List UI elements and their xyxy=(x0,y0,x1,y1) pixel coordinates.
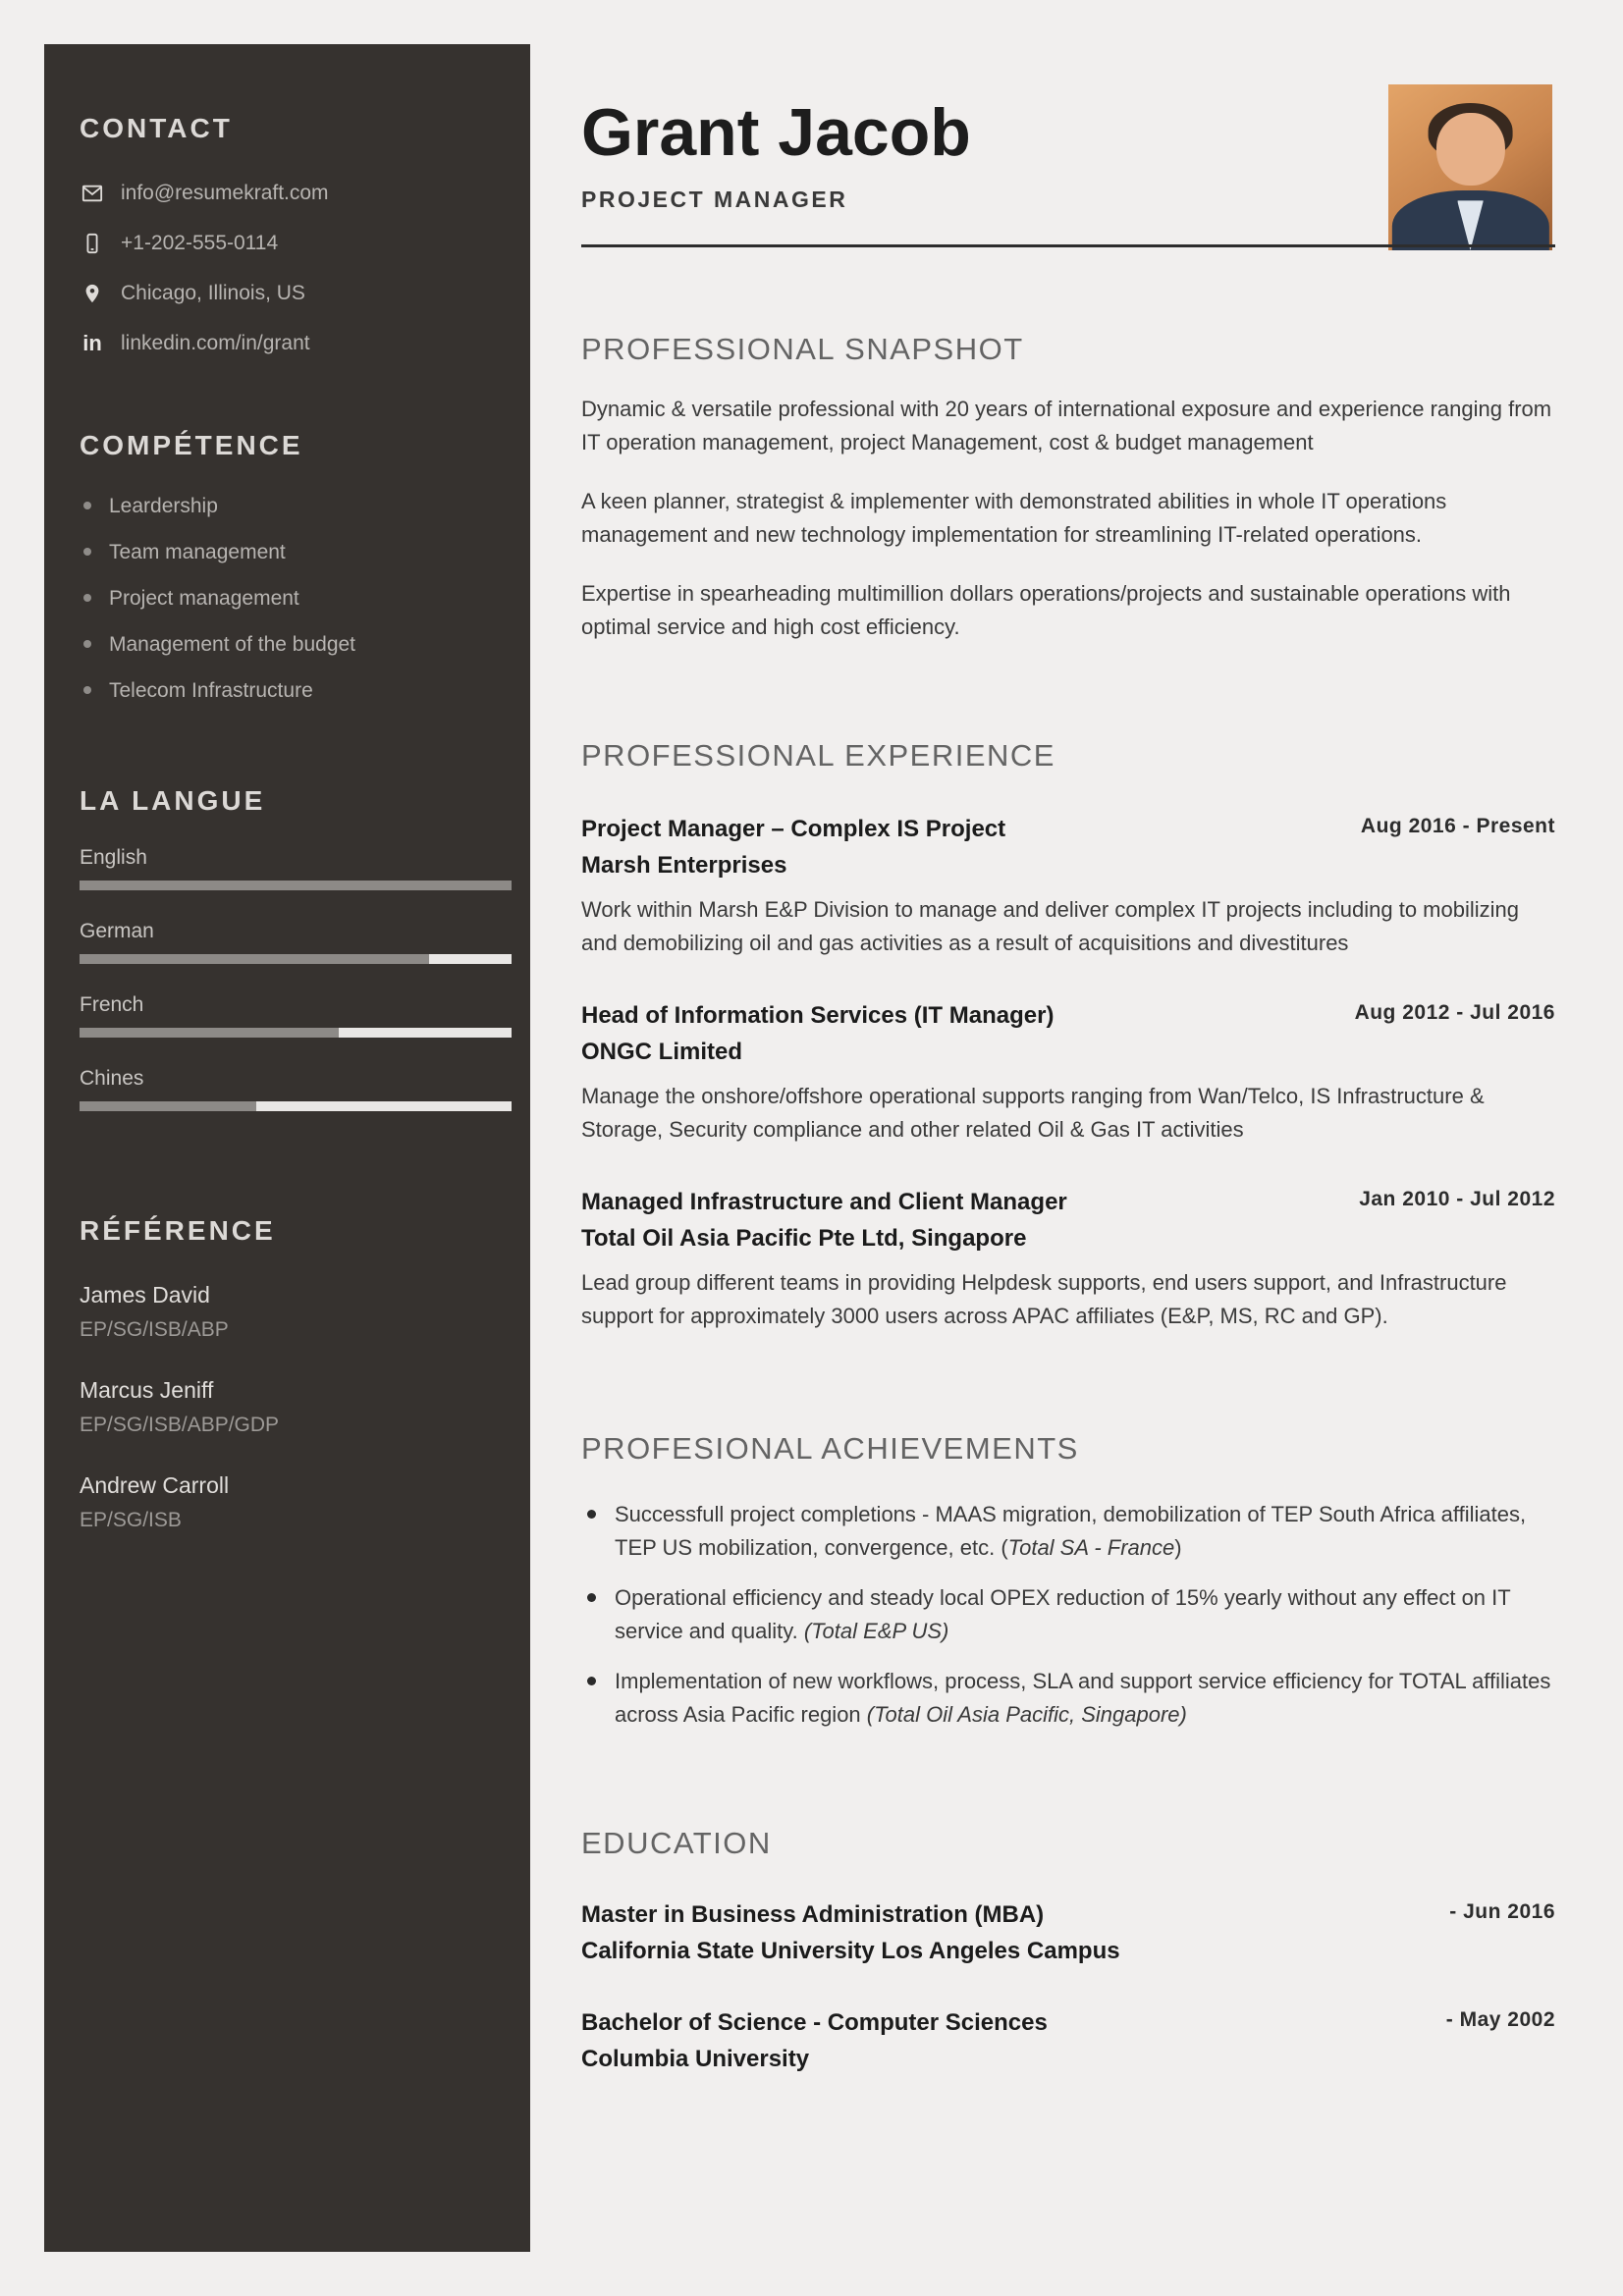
reference-item xyxy=(80,1472,505,1532)
job-description: Work within Marsh E&P Division to manage and deliver complex IT projects including to mobilizing and demobilizing oil and gas activities as a result of acquisitions and divestitures xyxy=(581,897,1519,955)
achievement-italic: Total SA - France xyxy=(1007,1535,1175,1560)
job-company: Total Oil Asia Pacific Pte Ltd, Singapore xyxy=(581,1225,1027,1252)
email-icon xyxy=(80,183,105,204)
contact-item-email xyxy=(80,182,505,205)
contact-location-value: Chicago, Illinois, US xyxy=(121,282,305,304)
language-row xyxy=(80,920,505,964)
education-date: - Jun 2016 xyxy=(1449,1900,1555,1923)
candidate-name: Grant Jacob xyxy=(581,95,971,170)
language-name: German xyxy=(80,920,154,942)
job-head xyxy=(581,811,1555,883)
achievements-section xyxy=(581,1431,1555,1732)
contact-heading: CONTACT xyxy=(80,113,233,143)
job-dates: Jan 2010 - Jul 2012 xyxy=(1359,1188,1555,1210)
education-titles xyxy=(581,2004,1048,2077)
snapshot-paragraph: Dynamic & versatile professional with 20 years of international exposure and experience ranging from IT operation management, project Management, cost & budget management xyxy=(581,397,1552,454)
achievement-text: Successfull project completions - MAAS migration, demobilization of TEP South Africa affiliates, TEP US mobilization, convergence, etc. ( xyxy=(615,1502,1527,1560)
snapshot-paragraph: Expertise in spearheading multimillion dollars operations/projects and sustainable operations with optimal service and high cost efficiency. xyxy=(581,581,1511,639)
education-date: - May 2002 xyxy=(1445,2008,1555,2031)
skill-list xyxy=(80,495,505,703)
contact-item-linkedin xyxy=(80,332,505,355)
achievement-text: Operational efficiency and steady local OPEX reduction of 15% yearly without any effect on IT service and quality. xyxy=(615,1585,1511,1643)
snapshot-paragraph: A keen planner, strategist & implementer with demonstrated abilities in whole IT operations management and new technology implementation for streamlining IT-related operations. xyxy=(581,489,1447,547)
contact-section xyxy=(80,113,505,355)
job-dates: Aug 2016 - Present xyxy=(1360,815,1555,837)
skill-item: Telecom Infrastructure xyxy=(80,679,505,703)
education-school: California State University Los Angeles Campus xyxy=(581,1938,1120,1964)
language-bar-fill xyxy=(80,1101,256,1111)
contact-email-value[interactable]: info@resumekraft.com xyxy=(121,182,329,204)
language-bar xyxy=(80,954,512,964)
snapshot-heading: PROFESSIONAL SNAPSHOT xyxy=(581,332,1024,366)
reference-item xyxy=(80,1282,505,1342)
reference-detail: EP/SG/ISB/ABP xyxy=(80,1318,229,1341)
language-bar-fill xyxy=(80,881,512,890)
job-company: Marsh Enterprises xyxy=(581,852,787,879)
job-entry xyxy=(581,997,1555,1147)
job-description: Manage the onshore/offshore operational supports ranging from Wan/Telco, IS Infrastructure & Storage, Security compliance and other related Oil & Gas IT activities xyxy=(581,1084,1485,1142)
linkedin-icon: in xyxy=(82,331,102,355)
job-description: Lead group different teams in providing Helpdesk supports, end users support, and Infrastructure support for approximately 3000 users across APAC affiliates (E&P, MS, RC and GP). xyxy=(581,1270,1507,1328)
phone-icon xyxy=(80,233,105,254)
experience-heading: PROFESSIONAL EXPERIENCE xyxy=(581,738,1055,773)
achievement-list xyxy=(581,1498,1555,1732)
language-bar xyxy=(80,881,512,890)
achievement-item xyxy=(581,1498,1555,1565)
achievement-tail: ) xyxy=(1174,1535,1182,1560)
education-entry xyxy=(581,2004,1555,2077)
education-degree: Bachelor of Science - Computer Sciences xyxy=(581,2009,1048,2036)
reference-item xyxy=(80,1377,505,1437)
language-bar xyxy=(80,1028,512,1038)
experience-section xyxy=(581,738,1555,1333)
education-heading: EDUCATION xyxy=(581,1826,772,1860)
language-name: Chines xyxy=(80,1067,144,1090)
language-row xyxy=(80,1067,505,1111)
job-head xyxy=(581,997,1555,1070)
education-degree: Master in Business Administration (MBA) xyxy=(581,1901,1045,1928)
location-icon xyxy=(80,283,105,304)
contact-phone-value[interactable]: +1-202-555-0114 xyxy=(121,232,279,254)
job-head xyxy=(581,1184,1555,1256)
achievements-heading: PROFESIONAL ACHIEVEMENTS xyxy=(581,1431,1079,1466)
resume-header xyxy=(581,0,1555,247)
language-bar xyxy=(80,1101,512,1111)
education-school: Columbia University xyxy=(581,2046,810,2072)
education-head xyxy=(581,2004,1555,2077)
job-title: Managed Infrastructure and Client Manager xyxy=(581,1189,1067,1215)
contact-item-phone xyxy=(80,232,505,255)
achievement-item xyxy=(581,1581,1555,1648)
job-titles xyxy=(581,1184,1067,1256)
languages-heading: LA LANGUE xyxy=(80,785,266,816)
reference-name: Marcus Jeniff xyxy=(80,1377,214,1403)
candidate-title: PROJECT MANAGER xyxy=(581,187,848,212)
contact-item-location xyxy=(80,282,505,305)
job-company: ONGC Limited xyxy=(581,1039,743,1065)
education-entry xyxy=(581,1896,1555,1969)
contact-linkedin-value[interactable]: linkedin.com/in/grant xyxy=(121,332,310,354)
skill-item: Management of the budget xyxy=(80,633,505,657)
achievement-item xyxy=(581,1665,1555,1732)
language-name: French xyxy=(80,993,144,1016)
snapshot-section xyxy=(581,332,1555,644)
main-column xyxy=(581,0,1555,2077)
language-bar-fill xyxy=(80,1028,339,1038)
header-divider xyxy=(581,244,1555,247)
job-entry xyxy=(581,811,1555,960)
skill-item: Project management xyxy=(80,587,505,611)
job-dates: Aug 2012 - Jul 2016 xyxy=(1354,1001,1555,1024)
job-entry xyxy=(581,1184,1555,1333)
language-row xyxy=(80,993,505,1038)
job-titles xyxy=(581,997,1054,1070)
language-row xyxy=(80,846,505,890)
achievement-italic: (Total E&P US) xyxy=(803,1619,949,1643)
achievement-text: Implementation of new workflows, process, SLA and support service efficiency for TOTAL affiliates across Asia Pacific region xyxy=(615,1669,1551,1727)
reference-detail: EP/SG/ISB xyxy=(80,1509,182,1531)
education-titles xyxy=(581,1896,1120,1969)
education-head xyxy=(581,1896,1555,1969)
skill-item: Leardership xyxy=(80,495,505,518)
education-section xyxy=(581,1826,1555,2077)
skill-item: Team management xyxy=(80,541,505,564)
references-heading: RÉFÉRENCE xyxy=(80,1215,276,1246)
job-titles xyxy=(581,811,1005,883)
reference-name: James David xyxy=(80,1282,210,1308)
competence-heading: COMPÉTENCE xyxy=(80,430,303,460)
language-name: English xyxy=(80,846,147,869)
achievement-italic: (Total Oil Asia Pacific, Singapore) xyxy=(866,1702,1187,1727)
language-bar-fill xyxy=(80,954,429,964)
contact-list xyxy=(80,182,505,355)
reference-name: Andrew Carroll xyxy=(80,1472,230,1498)
sidebar xyxy=(44,44,530,2252)
job-title: Project Manager – Complex IS Project xyxy=(581,816,1006,842)
references-section xyxy=(80,1215,505,1532)
reference-detail: EP/SG/ISB/ABP/GDP xyxy=(80,1414,280,1436)
job-title: Head of Information Services (IT Manager) xyxy=(581,1002,1055,1029)
languages-section xyxy=(80,785,505,1111)
competence-section xyxy=(80,430,505,703)
